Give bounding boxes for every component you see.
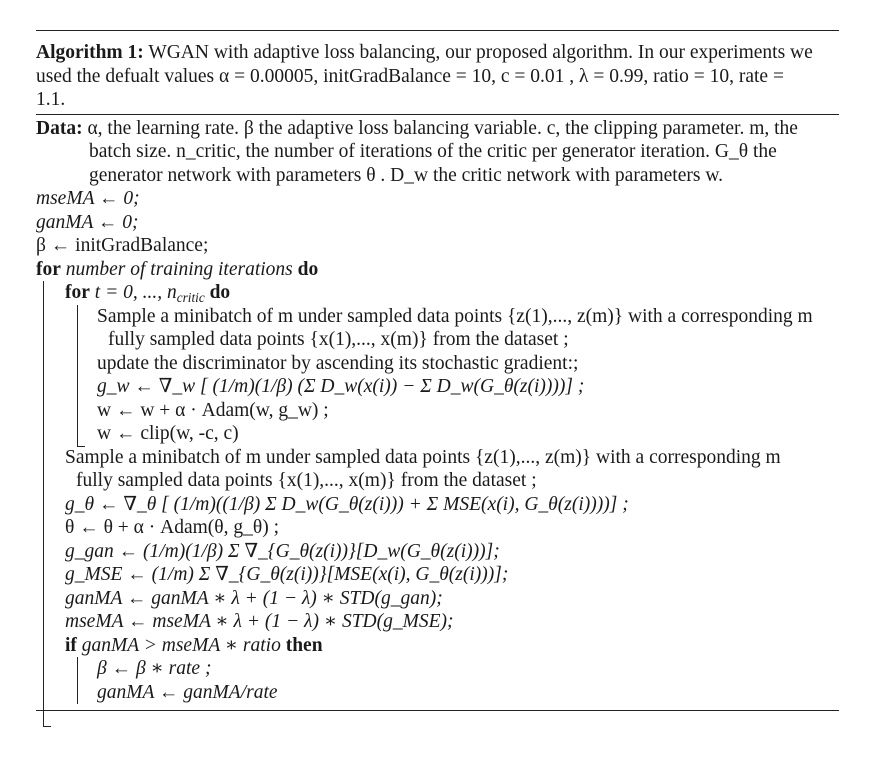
outer-for-header xyxy=(36,258,839,282)
do-keyword: do xyxy=(297,258,319,280)
algorithm-box xyxy=(36,30,839,711)
algorithm-caption xyxy=(36,31,839,114)
critic-clip: w ← clip(w, -c, c) xyxy=(97,423,239,444)
inner-loop-body xyxy=(36,305,839,446)
data-section xyxy=(36,115,839,188)
data-line-2: batch size. n_critic, the number of iterations of the critic per generator iteration. G_θ the xyxy=(89,141,777,162)
gan-gradient-equation: g_gan ← (1/m)(1/β) Σ ∇_{G_θ(z(i))}[D_w(G_θ(z(i)))]; xyxy=(65,540,500,562)
generator-adam-update: θ ← θ + α · Adam(θ, g_θ) ; xyxy=(65,517,280,538)
outer-sample-line-1: Sample a minibatch of m under sampled data points {z(1),..., z(m)} with a corresponding m xyxy=(65,446,781,468)
init-gan: ganMA ← 0; xyxy=(36,211,139,233)
caption-line-1: WGAN with adaptive loss balancing, our proposed algorithm. In our experiments we xyxy=(148,42,813,63)
data-label: Data: xyxy=(36,117,83,139)
critic-gradient-equation: g_w ← ∇_w [ (1/m)(1/β) (Σ D_w(x(i)) − Σ D_w(G_θ(z(i))))] ; xyxy=(97,376,585,397)
inner-sample-line-1: Sample a minibatch of m under sampled data points {z(1),..., z(m)} with a corresponding m xyxy=(97,305,813,327)
if-bar xyxy=(77,657,78,704)
beta-update: β ← β ∗ rate ; xyxy=(97,658,212,679)
caption-line-2: used the defualt values α = 0.00005, initGradBalance = 10, c = 0.01 , λ = 0.99, ratio = 10, rate = xyxy=(36,65,784,87)
bottom-rule xyxy=(36,710,839,711)
caption-line-3: 1.1. xyxy=(36,89,66,110)
generator-gradient-equation: g_θ ← ∇_θ [ (1/m)((1/β) Σ D_w(G_θ(z(i))) + Σ MSE(x(i), G_θ(z(i))))] ; xyxy=(65,493,629,515)
init-beta: β ← initGradBalance; xyxy=(36,235,209,256)
if-condition: ganMA > mseMA ∗ ratio xyxy=(81,634,281,656)
inner-loop-bar xyxy=(77,305,78,446)
inner-update-line: update the discriminator by ascending its stochastic gradient:; xyxy=(97,352,579,374)
then-keyword: then xyxy=(285,634,323,656)
inner-loop-condition: t = 0, ..., n xyxy=(94,282,177,303)
inner-for-header xyxy=(36,281,839,305)
caption-label: Algorithm 1: xyxy=(36,42,144,63)
for-keyword: for xyxy=(36,258,61,280)
if-body xyxy=(36,657,839,704)
if-header xyxy=(36,634,839,658)
ganma-update: ganMA ← ganMA/rate xyxy=(97,681,278,703)
mse-moving-average: mseMA ← mseMA ∗ λ + (1 − λ) ∗ STD(g_MSE); xyxy=(65,611,454,632)
if-keyword: if xyxy=(65,634,77,656)
critic-adam-update: w ← w + α · Adam(w, g_w) ; xyxy=(97,399,329,421)
inner-loop-end-tick xyxy=(77,446,85,447)
inner-do-keyword: do xyxy=(209,282,231,303)
data-line-1: α, the learning rate. β the adaptive loss balancing variable. c, the clipping parameter. m, the xyxy=(87,117,798,139)
outer-loop-body xyxy=(36,281,839,704)
outer-loop-condition: number of training iterations xyxy=(65,258,293,280)
gan-moving-average: ganMA ← ganMA ∗ λ + (1 − λ) ∗ STD(g_gan); xyxy=(65,587,443,609)
inner-for-keyword: for xyxy=(65,282,90,303)
mse-gradient-equation: g_MSE ← (1/m) Σ ∇_{G_θ(z(i))}[MSE(x(i), G_θ(z(i)))]; xyxy=(65,564,509,585)
outer-sample-line-2: fully sampled data points {x(1),..., x(m)} from the dataset ; xyxy=(76,470,537,491)
inner-sample-line-2: fully sampled data points {x(1),..., x(m)} from the dataset ; xyxy=(108,329,569,350)
data-line-3: generator network with parameters θ . D_w the critic network with parameters w. xyxy=(89,164,724,186)
inner-loop-sub: critic xyxy=(176,289,205,305)
init-mse: mseMA ← 0; xyxy=(36,188,140,209)
outer-loop-end-tick xyxy=(43,726,51,727)
